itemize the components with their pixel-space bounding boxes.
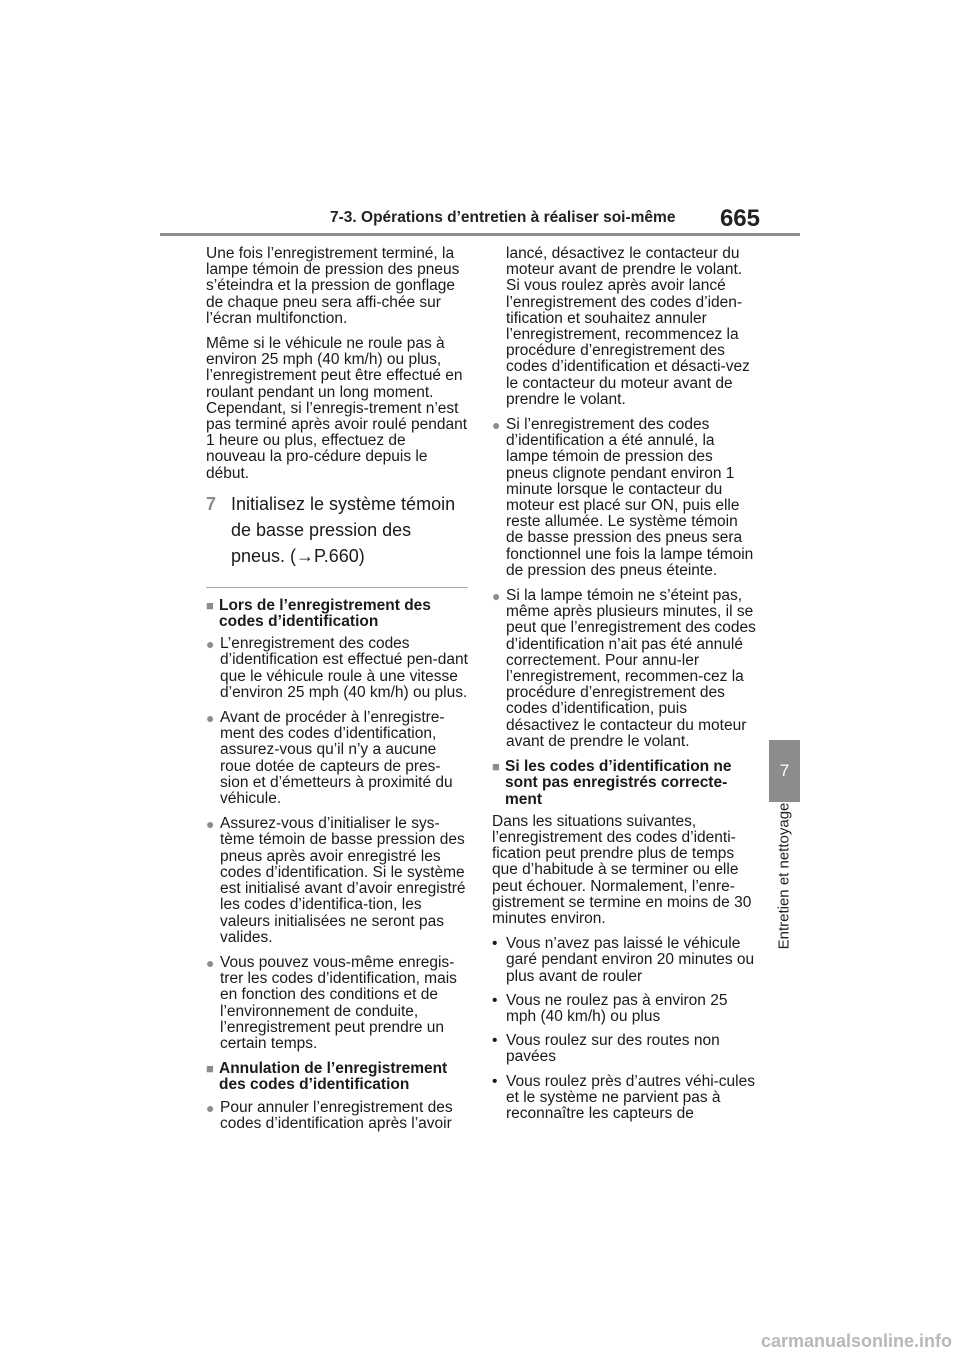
chapter-label: Entretien et nettoyage xyxy=(775,802,793,950)
circle-bullet-icon: ● xyxy=(206,954,215,971)
bullet-item xyxy=(206,1100,468,1132)
watermark: carmanualsonline.info xyxy=(760,1331,952,1351)
chapter-number: 7 xyxy=(779,761,790,780)
bullet-item xyxy=(206,955,468,1052)
dash-bullet-icon: • xyxy=(492,1032,498,1050)
dash-bullet-icon: • xyxy=(492,935,498,953)
subheading xyxy=(206,598,468,630)
dash-text: Vous roulez près d’autres véhi-cules et le système ne parvient pas à reconnaître les capteurs de xyxy=(506,1072,755,1122)
dash-item xyxy=(492,1033,757,1065)
dash-item xyxy=(492,993,757,1025)
circle-bullet-icon: ● xyxy=(492,588,501,605)
step-number: 7 xyxy=(206,493,217,514)
subheading-text: Annulation de l’enregistrement des codes d’identification xyxy=(219,1060,448,1094)
chapter-tab xyxy=(769,740,800,802)
step-text: Initialisez le système témoin de basse pression des pneus. (→P.660) xyxy=(231,493,456,566)
bullet-item xyxy=(492,417,757,579)
bullet-item xyxy=(206,710,468,807)
body-paragraph: Dans les situations suivantes, l’enregistrement des codes d’identi-fication peut prendre plus de temps que d’habitude à se terminer ou elle peut échouer. Normalement, l’enre-gistrement se termine en moins de 30 minutes environ. xyxy=(492,812,752,927)
circle-bullet-icon: ● xyxy=(206,710,215,727)
divider xyxy=(206,587,468,588)
circle-bullet-icon: ● xyxy=(206,1099,215,1116)
bullet-text: Si l’enregistrement des codes d’identification a été annulé, la lampe témoin de pression des pneus clignote pendant environ 1 minute lorsque le contacteur du moteur est placé sur ON, puis elle reste allumée. Le système témoin de basse pression des pneus sera fonctionnel une fois la lampe témoin de pression des pneus éteinte. xyxy=(506,416,754,579)
square-bullet-icon: ■ xyxy=(492,759,500,775)
bullet-text: Si la lampe témoin ne s’éteint pas, même après plusieurs minutes, il se peut que l’enregistrement des codes d’identification n’ait pas été annulé correctement. Pour annu-ler l’enregistrement, recommen-cez la procédure d’enregistrement des codes d’identification, puis désactivez le contacteur du moteur avant de prendre le volant. xyxy=(506,587,756,750)
section-title: 7-3. Opérations d’entretien à réaliser soi-même xyxy=(330,209,676,226)
dash-text: Vous n’avez pas laissé le véhicule garé pendant environ 20 minutes ou plus avant de rouler xyxy=(506,935,755,985)
dash-item xyxy=(492,936,757,985)
bullet-item xyxy=(206,816,468,946)
subheading-text: Lors de l’enregistrement des codes d’identification xyxy=(219,596,431,631)
bullet-text: L’enregistrement des codes d’identification est effectué pen-dant que le véhicule roule à une vitesse d’environ 25 mph (40 km/h) ou plus. xyxy=(220,635,468,701)
header-rule xyxy=(160,233,800,236)
circle-bullet-icon: ● xyxy=(492,417,501,434)
page-number: 665 xyxy=(719,205,760,232)
subheading-text: Si les codes d’identification ne sont pas enregistrés correcte-ment xyxy=(505,758,732,808)
dash-item xyxy=(492,1074,757,1123)
bullet-text: Vous pouvez vous-même enregis-trer les codes d’identification, mais en fonction des conditions et de l’environnement de conduite, l’enregistrement peut prendre un certain temps. xyxy=(220,953,457,1052)
dash-text: Vous ne roulez pas à environ 25 mph (40 km/h) ou plus xyxy=(506,991,728,1025)
bullet-text: Avant de procéder à l’enregistre-ment des codes d’identification, assurez-vous qu’il n’y a aucune roue dotée de capteurs de pres-sion et d’émetteurs à proximité du véhicule. xyxy=(220,709,453,808)
square-bullet-icon: ■ xyxy=(206,597,214,613)
left-column xyxy=(206,246,468,1141)
bullet-continuation: lancé, désactivez le contacteur du moteur avant de prendre le volant. Si vous roulez après avoir lancé l’enregistrement des codes d’iden-tification et souhaitez annuler l’enregistrement, recommencez la procédure d’enregistrement des codes d’identification et désacti-vez le contacteur du moteur avant de prendre le volant. xyxy=(506,245,750,408)
dash-bullet-icon: • xyxy=(492,1072,498,1090)
bullet-item xyxy=(206,636,468,701)
square-bullet-icon: ■ xyxy=(206,1061,214,1077)
dash-bullet-icon: • xyxy=(492,991,498,1009)
right-column xyxy=(492,246,757,1130)
intro-paragraph: Même si le véhicule ne roule pas à environ 25 mph (40 km/h) ou plus, l’enregistrement peut être effectué en roulant pendant un long moment. Cependant, si l’enregis-trement n’est pas terminé après avoir roulé pendant 1 heure ou plus, effectuez de nouveau la pro-cédure depuis le début. xyxy=(206,335,468,482)
page-header xyxy=(330,205,760,235)
bullet-text: Assurez-vous d’initialiser le sys-tème témoin de basse pression des pneus après avoir enregistré les codes d’identification. Si le système est initialisé avant d’avoir enregistré les codes d’identifica-tion, les valeurs initialisées ne seront pas valides. xyxy=(220,815,466,946)
subheading xyxy=(492,759,757,808)
step-item xyxy=(206,491,468,569)
dash-text: Vous roulez sur des routes non pavées xyxy=(506,1032,720,1066)
bullet-item xyxy=(492,588,757,750)
circle-bullet-icon: ● xyxy=(206,816,215,833)
subheading xyxy=(206,1061,468,1093)
bullet-text: Pour annuler l’enregistrement des codes d’identification après l’avoir xyxy=(220,1098,453,1132)
circle-bullet-icon: ● xyxy=(206,636,215,653)
intro-paragraph: Une fois l’enregistrement terminé, la lampe témoin de pression des pneus s’éteindra et la pression de gonflage de chaque pneu sera affi-chée sur l’écran multifonction. xyxy=(206,245,460,327)
